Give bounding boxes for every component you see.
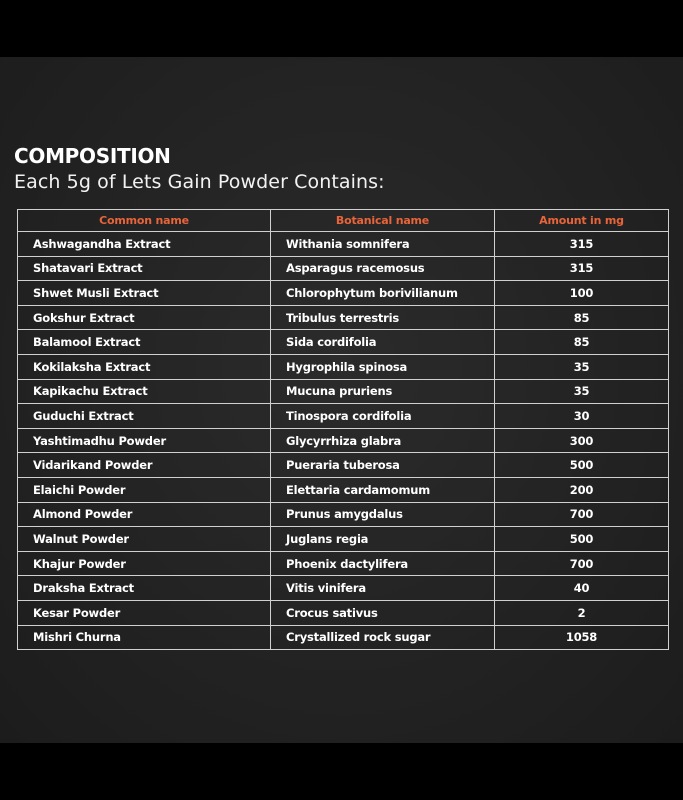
common-name-cell: Gokshur Extract: [18, 305, 271, 330]
column-header-common-name: Common name: [18, 210, 271, 232]
table-row: [18, 551, 669, 576]
botanical-name-cell: Tribulus terrestris: [271, 305, 495, 330]
amount-cell: 2: [495, 600, 669, 625]
botanical-name-cell: Pueraria tuberosa: [271, 453, 495, 478]
amount-cell: 500: [495, 453, 669, 478]
botanical-name-cell: Hygrophila spinosa: [271, 354, 495, 379]
amount-cell: 40: [495, 576, 669, 601]
table-row: [18, 330, 669, 355]
table-row: [18, 576, 669, 601]
botanical-name-cell: Chlorophytum borivilianum: [271, 281, 495, 306]
botanical-name-cell: Crystallized rock sugar: [271, 625, 495, 650]
amount-cell: 85: [495, 305, 669, 330]
table-row: [18, 256, 669, 281]
amount-cell: 100: [495, 281, 669, 306]
common-name-cell: Elaichi Powder: [18, 477, 271, 502]
amount-cell: 35: [495, 379, 669, 404]
page-subtitle: Each 5g of Lets Gain Powder Contains:: [14, 171, 385, 193]
amount-cell: 85: [495, 330, 669, 355]
common-name-cell: Guduchi Extract: [18, 404, 271, 429]
common-name-cell: Draksha Extract: [18, 576, 271, 601]
table-row: [18, 477, 669, 502]
amount-cell: 700: [495, 551, 669, 576]
amount-cell: 1058: [495, 625, 669, 650]
page-title: COMPOSITION: [14, 144, 171, 168]
botanical-name-cell: Prunus amygdalus: [271, 502, 495, 527]
column-header-botanical-name: Botanical name: [271, 210, 495, 232]
botanical-name-cell: Asparagus racemosus: [271, 256, 495, 281]
common-name-cell: Walnut Powder: [18, 527, 271, 552]
common-name-cell: Shatavari Extract: [18, 256, 271, 281]
table-row: [18, 428, 669, 453]
amount-cell: 700: [495, 502, 669, 527]
table-row: [18, 281, 669, 306]
botanical-name-cell: Vitis vinifera: [271, 576, 495, 601]
botanical-name-cell: Elettaria cardamomum: [271, 477, 495, 502]
table-row: [18, 305, 669, 330]
botanical-name-cell: Sida cordifolia: [271, 330, 495, 355]
common-name-cell: Kapikachu Extract: [18, 379, 271, 404]
table-row: [18, 625, 669, 650]
common-name-cell: Shwet Musli Extract: [18, 281, 271, 306]
common-name-cell: Ashwagandha Extract: [18, 232, 271, 257]
composition-table: [17, 209, 669, 650]
common-name-cell: Vidarikand Powder: [18, 453, 271, 478]
common-name-cell: Mishri Churna: [18, 625, 271, 650]
table-row: [18, 404, 669, 429]
table-row: [18, 600, 669, 625]
table-row: [18, 354, 669, 379]
amount-cell: 35: [495, 354, 669, 379]
amount-cell: 300: [495, 428, 669, 453]
column-header-amount: Amount in mg: [495, 210, 669, 232]
common-name-cell: Almond Powder: [18, 502, 271, 527]
table-row: [18, 453, 669, 478]
common-name-cell: Kokilaksha Extract: [18, 354, 271, 379]
amount-cell: 500: [495, 527, 669, 552]
table-header-row: [18, 210, 669, 232]
common-name-cell: Khajur Powder: [18, 551, 271, 576]
table-row: [18, 232, 669, 257]
amount-cell: 30: [495, 404, 669, 429]
botanical-name-cell: Tinospora cordifolia: [271, 404, 495, 429]
table-row: [18, 527, 669, 552]
botanical-name-cell: Phoenix dactylifera: [271, 551, 495, 576]
botanical-name-cell: Withania somnifera: [271, 232, 495, 257]
amount-cell: 200: [495, 477, 669, 502]
table-row: [18, 379, 669, 404]
botanical-name-cell: Juglans regia: [271, 527, 495, 552]
botanical-name-cell: Mucuna pruriens: [271, 379, 495, 404]
common-name-cell: Yashtimadhu Powder: [18, 428, 271, 453]
amount-cell: 315: [495, 256, 669, 281]
amount-cell: 315: [495, 232, 669, 257]
botanical-name-cell: Crocus sativus: [271, 600, 495, 625]
table-row: [18, 502, 669, 527]
common-name-cell: Balamool Extract: [18, 330, 271, 355]
common-name-cell: Kesar Powder: [18, 600, 271, 625]
botanical-name-cell: Glycyrrhiza glabra: [271, 428, 495, 453]
